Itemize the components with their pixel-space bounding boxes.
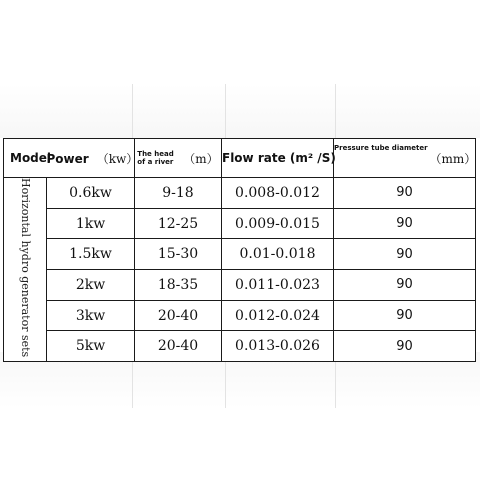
flow-cell: 0.012-0.024 (222, 300, 334, 331)
flow-header (222, 139, 334, 178)
table-row (4, 331, 476, 362)
diameter-cell: 90 (334, 300, 476, 331)
power-header-unit: （kw） (96, 151, 139, 166)
model-header (4, 139, 52, 178)
power-cell: 1.5kw (47, 239, 135, 270)
table-row (4, 239, 476, 270)
diameter-cell: 90 (334, 239, 476, 270)
head-cell: 9-18 (135, 178, 222, 209)
power-cell: 5kw (47, 331, 135, 362)
faint-divider (225, 84, 226, 138)
table-row (4, 178, 476, 209)
table-row (4, 270, 476, 301)
faint-divider (335, 84, 336, 138)
diameter-header (334, 139, 476, 178)
head-cell: 20-40 (135, 300, 222, 331)
diameter-cell: 90 (334, 331, 476, 362)
head-header-label: The head of a river (137, 150, 174, 166)
power-cell: 0.6kw (47, 178, 135, 209)
power-cell: 2kw (47, 270, 135, 301)
spec-table (3, 138, 476, 362)
head-cell: 15-30 (135, 239, 222, 270)
faint-divider (132, 84, 133, 138)
head-header (135, 139, 222, 178)
head-header-unit: （m） (183, 151, 219, 166)
power-cell: 1kw (47, 208, 135, 239)
diameter-header-unit: （mm） (429, 151, 477, 166)
model-name: Horizontal hydro generator sets (19, 178, 32, 358)
model-header-label: Model (10, 151, 52, 165)
table-row (4, 300, 476, 331)
table-header-row (4, 139, 476, 178)
model-cell (4, 178, 47, 362)
flow-cell: 0.013-0.026 (222, 331, 334, 362)
flow-cell: 0.01-0.018 (222, 239, 334, 270)
flow-cell: 0.011-0.023 (222, 270, 334, 301)
head-cell: 18-35 (135, 270, 222, 301)
diameter-header-label: Pressure tube diameter (334, 143, 428, 152)
table-row (4, 208, 476, 239)
flow-cell: 0.009-0.015 (222, 208, 334, 239)
diameter-cell: 90 (334, 178, 476, 209)
flow-header-label: Flow rate (m² /S) (222, 151, 336, 165)
diameter-cell: 90 (334, 208, 476, 239)
flow-cell: 0.008-0.012 (222, 178, 334, 209)
power-cell: 3kw (47, 300, 135, 331)
power-header-label: Power (46, 151, 89, 166)
power-header (46, 139, 139, 178)
head-cell: 12-25 (135, 208, 222, 239)
diameter-cell: 90 (334, 270, 476, 301)
background-shade-top (0, 84, 480, 138)
head-cell: 20-40 (135, 331, 222, 362)
